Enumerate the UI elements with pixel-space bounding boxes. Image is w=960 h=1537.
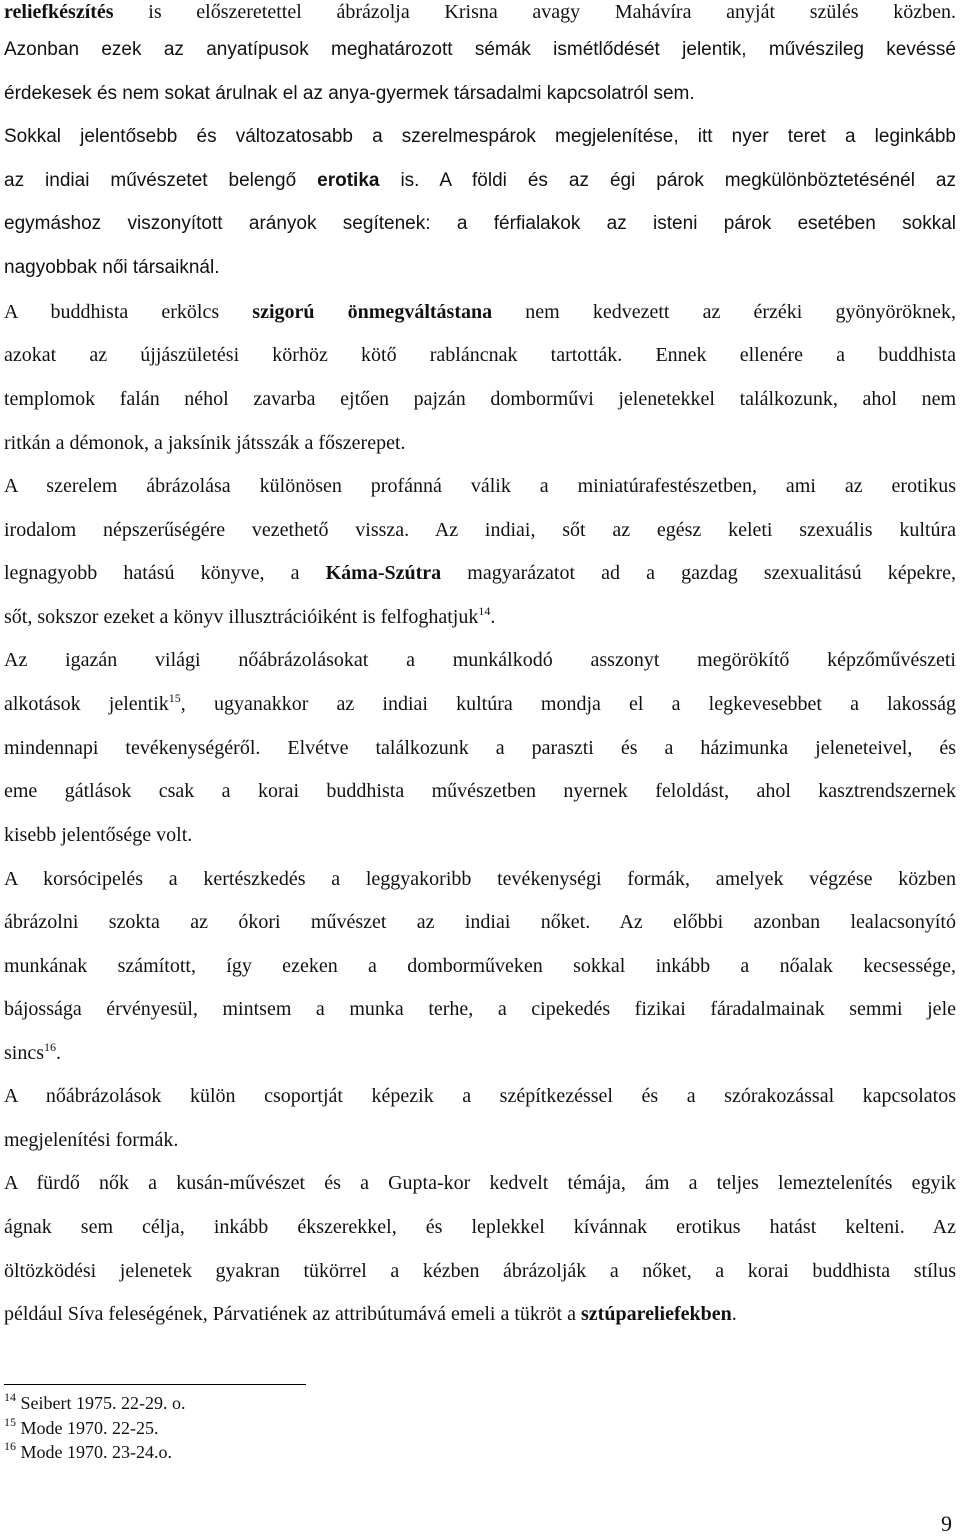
text-line	[4, 125, 956, 149]
text-run: munkának számított, így ezeken a domborműveken sokkal inkább a nőalak kecsessége,	[4, 955, 956, 977]
footnote-number: 16	[4, 1439, 16, 1453]
text-run: nagyobbak női társaiknál.	[4, 257, 220, 278]
text-run: egymáshoz viszonyított arányok segítenek: a férfialakok az isteni párok esetében sokkal	[4, 213, 956, 234]
text-run: A buddhista erkölcs	[4, 301, 253, 323]
text-run: .	[731, 1303, 737, 1325]
text-line	[4, 212, 956, 236]
footnote-text: Mode 1970. 23-24.o.	[16, 1442, 172, 1462]
footnote-number: 14	[4, 1390, 16, 1404]
text-line	[4, 1171, 956, 1195]
footnote-separator	[4, 1384, 306, 1385]
text-line	[4, 1215, 956, 1239]
text-line	[4, 648, 956, 672]
text-run: , ugyanakkor az indiai kultúra mondja el a legkevesebbet a lakosság	[180, 693, 957, 715]
text-run: templomok falán néhol zavarba ejtően pajzán domborművi jelenetekkel találkozunk, ahol nem	[4, 388, 956, 410]
text-run: mindennapi tevékenységéről. Elvétve találkozunk a paraszti és a házimunka jeleneteivel, és	[4, 737, 956, 759]
text-run: magyarázatot ad a gazdag szexualitású képekre,	[441, 562, 956, 584]
text-line	[4, 736, 956, 760]
text-run: kisebb jelentősége volt.	[4, 824, 193, 846]
text-line	[4, 300, 956, 324]
footnote-ref: 16	[44, 1040, 56, 1054]
text-line	[4, 38, 956, 62]
text-run: .	[56, 1042, 61, 1064]
text-line	[4, 518, 956, 542]
text-run: legnagyobb hatású könyve, a	[4, 562, 326, 584]
text-line	[4, 474, 956, 498]
text-run: .	[490, 606, 496, 628]
text-line	[4, 910, 956, 934]
text-line	[4, 1302, 956, 1326]
bold-term: szigorú önmegváltástana	[252, 301, 493, 323]
text-line	[4, 256, 956, 280]
text-line	[4, 954, 956, 978]
text-run: A fürdő nők a kusán-művészet és a Gupta-kor kedvelt témája, ám a teljes lemeztelenítés egyik	[4, 1172, 956, 1194]
text-line	[4, 561, 956, 585]
text-line	[4, 605, 956, 629]
text-run: sincs	[4, 1042, 44, 1064]
footnote-number: 15	[4, 1415, 16, 1429]
text-line	[4, 1084, 956, 1108]
text-line	[4, 867, 956, 891]
bold-term: Káma-Szútra	[325, 562, 442, 584]
footnote	[4, 1439, 172, 1462]
bold-term: erotika	[317, 170, 380, 191]
text-line	[4, 0, 956, 24]
text-run: nem kedvezett az érzéki gyönyöröknek,	[492, 301, 956, 323]
text-run: A nőábrázolások külön csoportját képezik a szépítkezéssel és a szórakozással kapcsolatos	[4, 1085, 956, 1107]
text-run: A korsócipelés a kertészkedés a leggyakoribb tevékenységi formák, amelyek végzése közben	[4, 868, 956, 890]
text-line	[4, 343, 956, 367]
text-run: Azonban ezek az anyatípusok meghatározott sémák ismétlődését jelentik, művészileg kevéssé	[4, 39, 956, 60]
text-run: bájossága érvényesül, mintsem a munka terhe, a cipekedés fizikai fáradalmainak semmi jele	[4, 998, 956, 1020]
footnote-text: Mode 1970. 22-25.	[16, 1418, 159, 1438]
footnote-ref: 14	[478, 604, 491, 618]
footnote-ref: 15	[168, 691, 181, 705]
text-line	[4, 997, 956, 1021]
text-run: megjelenítési formák.	[4, 1129, 179, 1151]
text-run: sőt, sokszor ezeket a könyv illusztrációiként is felfoghatjuk	[4, 606, 479, 628]
text-run: irodalom népszerűségére vezethető vissza. Az indiai, sőt az egész keleti szexuális kultúra	[4, 519, 956, 541]
text-line	[4, 823, 956, 847]
text-run: azokat az újjászületési körhöz kötő rabláncnak tartották. Ennek ellenére a buddhista	[4, 344, 956, 366]
text-run: érdekesek és nem sokat árulnak el az anya-gyermek társadalmi kapcsolatról sem.	[4, 83, 695, 104]
text-run: Az igazán világi nőábrázolásokat a munkálkodó asszonyt megörökítő képzőművészeti	[4, 649, 956, 671]
text-run: például Síva feleségének, Párvatiének az attribútumává emeli a tükröt a	[4, 1303, 581, 1325]
footnote	[4, 1415, 159, 1438]
text-line	[4, 779, 956, 803]
text-run: is előszeretettel ábrázolja Krisna avagy Mahávíra anyját szülés közben.	[113, 1, 956, 23]
text-line	[4, 431, 956, 455]
text-line	[4, 169, 956, 193]
text-line	[4, 1041, 956, 1065]
bold-term: sztúpareliefekben	[581, 1303, 732, 1325]
text-run: az indiai művészetet belengő	[4, 170, 318, 191]
text-run: ritkán a démonok, a jaksínik játsszák a főszerepet.	[4, 432, 406, 454]
text-line	[4, 387, 956, 411]
text-run: ágnak sem célja, inkább ékszerekkel, és leplekkel kívánnak erotikus hatást kelteni. Az	[4, 1216, 956, 1238]
footnote-text: Seibert 1975. 22-29. o.	[16, 1393, 186, 1413]
text-line	[4, 1128, 956, 1152]
page-number: 9	[941, 1511, 952, 1536]
text-run: is. A földi és az égi párok megkülönböztetésénél az	[379, 170, 956, 191]
text-run: Sokkal jelentősebb és változatosabb a szerelmespárok megjelenítése, itt nyer teret a leginkább	[4, 126, 956, 147]
footnote	[4, 1390, 186, 1413]
text-run: öltözködési jelenetek gyakran tükörrel a kézben ábrázolják a nőket, a korai buddhista stílus	[4, 1260, 956, 1282]
text-run: A szerelem ábrázolása különösen profánná válik a miniatúrafestészetben, ami az erotikus	[4, 475, 956, 497]
text-run: eme gátlások csak a korai buddhista művészetben nyernek feloldást, ahol kasztrendszernek	[4, 780, 956, 802]
text-line	[4, 1259, 956, 1283]
bold-term: reliefkészítés	[4, 1, 114, 23]
text-run: alkotások jelentik	[4, 693, 169, 715]
text-run: ábrázolni szokta az ókori művészet az indiai nőket. Az előbbi azonban lealacsonyító	[4, 911, 956, 933]
text-line	[4, 82, 956, 106]
text-line	[4, 692, 956, 716]
